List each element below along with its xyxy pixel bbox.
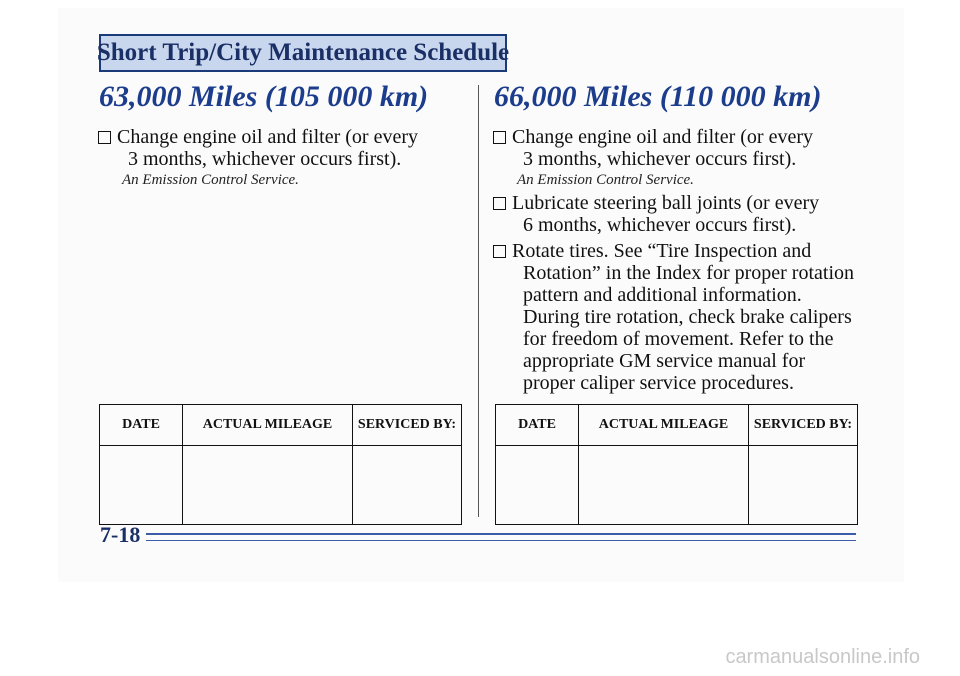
right-mileage-heading: 66,000 Miles (110 000 km) bbox=[494, 80, 822, 113]
date-entry-cell[interactable] bbox=[100, 446, 183, 525]
date-column-header: DATE bbox=[100, 405, 183, 446]
checkbox-icon[interactable] bbox=[493, 245, 506, 258]
footer-rule bbox=[146, 540, 856, 541]
watermark-text: carmanualsonline.info bbox=[725, 646, 920, 668]
checkbox-icon[interactable] bbox=[493, 197, 506, 210]
date-column-header: DATE bbox=[496, 405, 579, 446]
left-item-note: An Emission Control Service. bbox=[122, 172, 299, 188]
left-service-log-table bbox=[99, 404, 462, 525]
serviced-by-entry-cell[interactable] bbox=[353, 446, 462, 525]
mileage-entry-cell[interactable] bbox=[579, 446, 749, 525]
page-number: 7-18 bbox=[100, 522, 141, 547]
serviced-by-column-header: SERVICED BY: bbox=[353, 405, 462, 446]
serviced-by-column-header: SERVICED BY: bbox=[749, 405, 858, 446]
mileage-entry-cell[interactable] bbox=[183, 446, 353, 525]
right-service-log-table bbox=[495, 404, 858, 525]
column-divider bbox=[478, 85, 479, 517]
schedule-title-box bbox=[96, 34, 510, 72]
checkbox-icon[interactable] bbox=[493, 131, 506, 144]
mileage-column-header: ACTUAL MILEAGE bbox=[579, 405, 749, 446]
left-item-oil-change: Change engine oil and filter (or every 3 months, whichever occurs first). bbox=[98, 126, 438, 170]
serviced-by-entry-cell[interactable] bbox=[749, 446, 858, 525]
right-item-lubricate: Lubricate steering ball joints (or every 6 months, whichever occurs first). bbox=[493, 192, 853, 236]
schedule-title: Short Trip/City Maintenance Schedule bbox=[96, 39, 510, 66]
left-mileage-heading: 63,000 Miles (105 000 km) bbox=[99, 80, 429, 113]
right-item-rotate-tires: Rotate tires. See “Tire Inspection and Rotation” in the Index for proper rotation pattern and additional information. During tire rotation, check brake calipers for freedom of movement. Refer to the appropriate GM service manual for proper caliper service procedures. bbox=[493, 240, 855, 394]
date-entry-cell[interactable] bbox=[496, 446, 579, 525]
footer-rule bbox=[146, 533, 856, 535]
checkbox-icon[interactable] bbox=[98, 131, 111, 144]
right-item-oil-change: Change engine oil and filter (or every 3 months, whichever occurs first). bbox=[493, 126, 853, 170]
mileage-column-header: ACTUAL MILEAGE bbox=[183, 405, 353, 446]
right-item-note: An Emission Control Service. bbox=[517, 172, 694, 188]
